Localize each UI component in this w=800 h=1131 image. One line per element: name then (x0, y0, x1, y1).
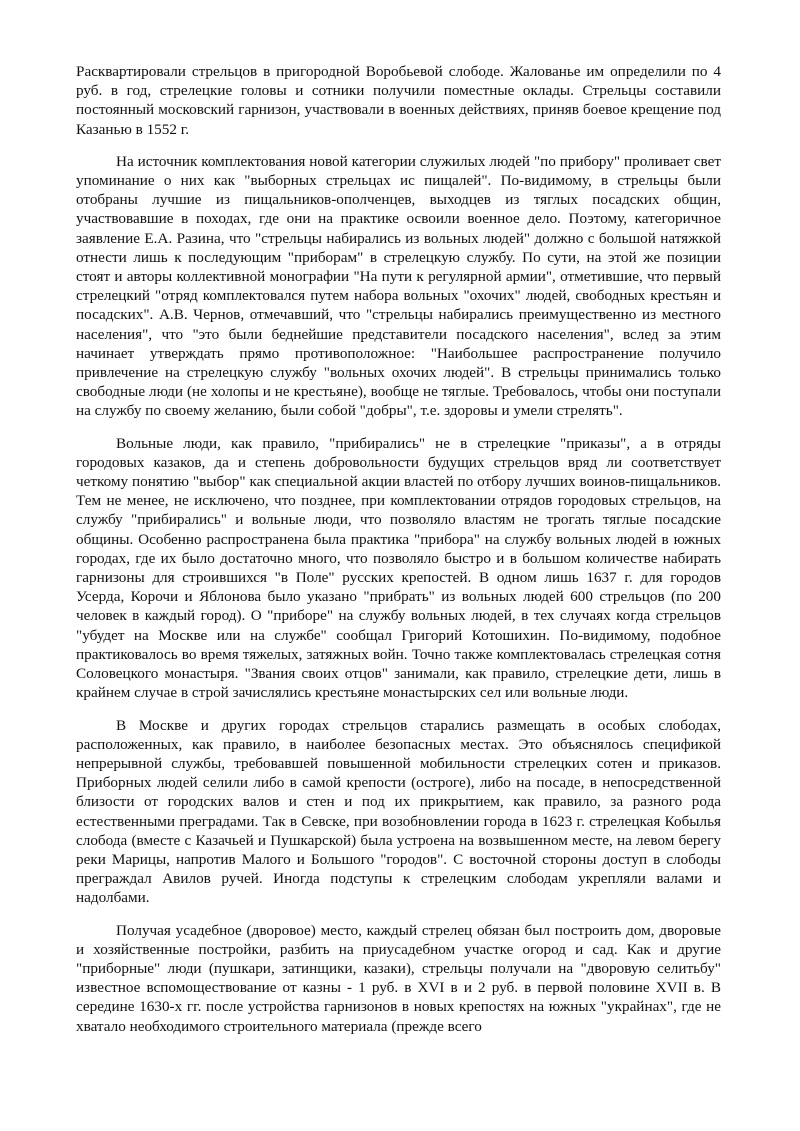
paragraph-3: Вольные люди, как правило, "прибирались" не в стрелецкие "приказы", а в отряды городовых казаков, да и степень добровольности будущих стрельцов вряд ли соответствует четкому понятию "выбор" как специальной акции властей по отбору лучших воинов-пищальников. Тем не менее, не исключено, что позднее, при комплектовании отрядов городовых стрельцов, на службу "прибирались" и вольные люди, что позволяло властям не трогать тяглые посадские общины. Особенно распространена была практика "прибора" на службу вольных людей в южных городах, где их было достаточно много, что позволяло быстро и в большом количестве набирать гарнизоны для строившихся "в Поле" русских крепостей. В одном лишь 1637 г. для городов Усерда, Корочи и Яблонова было указано "прибрать" из вольных людей 600 стрельцов (по 200 человек в каждый город). О "приборе" на службу вольных людей, в тех случаях когда стрельцов "убудет на Москве или на службе" сообщал Григорий Котошихин. По-видимому, подобное практиковалось во время тяжелых, затяжных войн. Точно также комплектовалась стрелецкая сотня Соловецкого монастыря. "Звания своих отцов" занимали, как правило, стрелецкие дети, лишь в крайнем случае в строй зачислялись крестьяне монастырских сел или вольные люди. (76, 434, 721, 702)
document-body (76, 62, 721, 1049)
paragraph-2: На источник комплектования новой категории служилых людей "по прибору" проливает свет упоминание о них как "выборных стрельцах ис пищалей". По-видимому, в стрельцы были отобраны лучшие из пищальников-ополченцев, выходцев из тяглых посадских общин, участвовавшие в походах, где они на практике освоили военное дело. Поэтому, категоричное заявление Е.А. Разина, что "стрельцы набирались из вольных людей" должно с большой натяжкой отнести лишь к последующим "приборам" в стрелецкую службу. По сути, на этой же позиции стоят и авторы коллективной монографии "На пути к регулярной армии", отметившие, что первый стрелецкий "отряд комплектовался путем набора вольных "охочих" людей, свободных крестьян и посадских". А.В. Чернов, отмечавший, что "стрельцы набирались преимущественно из местного населения", что "это были беднейшие представители посадского населения", вслед за этим начинает утверждать прямо противоположное: "Наибольшее распространение получило привлечение на стрелецкую службу "вольных охочих людей". В стрельцы принимались только свободные люди (не холопы и не крестьяне), вообще не тяглые. Требовалось, чтобы они поступали на службу по своему желанию, были собой "добры", т.е. здоровы и умели стрелять". (76, 152, 721, 420)
paragraph-4: В Москве и других городах стрельцов старались размещать в особых слободах, расположенных, как правило, в наиболее безопасных местах. Это объяснялось спецификой непрерывной службы, требовавшей повышенной мобильности стрелецких сотен и приказов. Приборных людей селили либо в самой крепости (остроге), либо на посаде, в непосредственной близости от городских валов и стен и под их прикрытием, как правило, за разного рода естественными преградами. Так в Севске, при возобновлении города в 1623 г. стрелецкая Кобылья слобода (вместе с Казачьей и Пушкарской) была устроена на возвышенном месте, на левом берегу реки Марицы, напротив Малого и Большого "городов". С восточной стороны доступ в слободы преграждал Авилов ручей. Иногда подступы к стрелецким слободам укрепляли валами и надолбами. (76, 716, 721, 907)
paragraph-5: Получая усадебное (дворовое) место, каждый стрелец обязан был построить дом, дворовые и хозяйственные постройки, разбить на приусадебном участке огород и сад. Как и другие "приборные" люди (пушкари, затинщики, казаки), стрельцы получали на "дворовую селитьбу" известное вспомоществование от казны - 1 руб. в XVI в и 2 руб. в первой половине XVII в. В середине 1630-х гг. после устройства гарнизонов в новых крепостях на южных "украйнах", где не хватало необходимого строительного материала (прежде всего (76, 921, 721, 1035)
paragraph-1: Расквартировали стрельцов в пригородной Воробьевой слободе. Жалованье им определили по 4 руб. в год, стрелецкие головы и сотники получили поместные оклады. Стрельцы составили постоянный московский гарнизон, участвовали в военных действиях, приняв боевое крещение под Казанью в 1552 г. (76, 63, 721, 138)
